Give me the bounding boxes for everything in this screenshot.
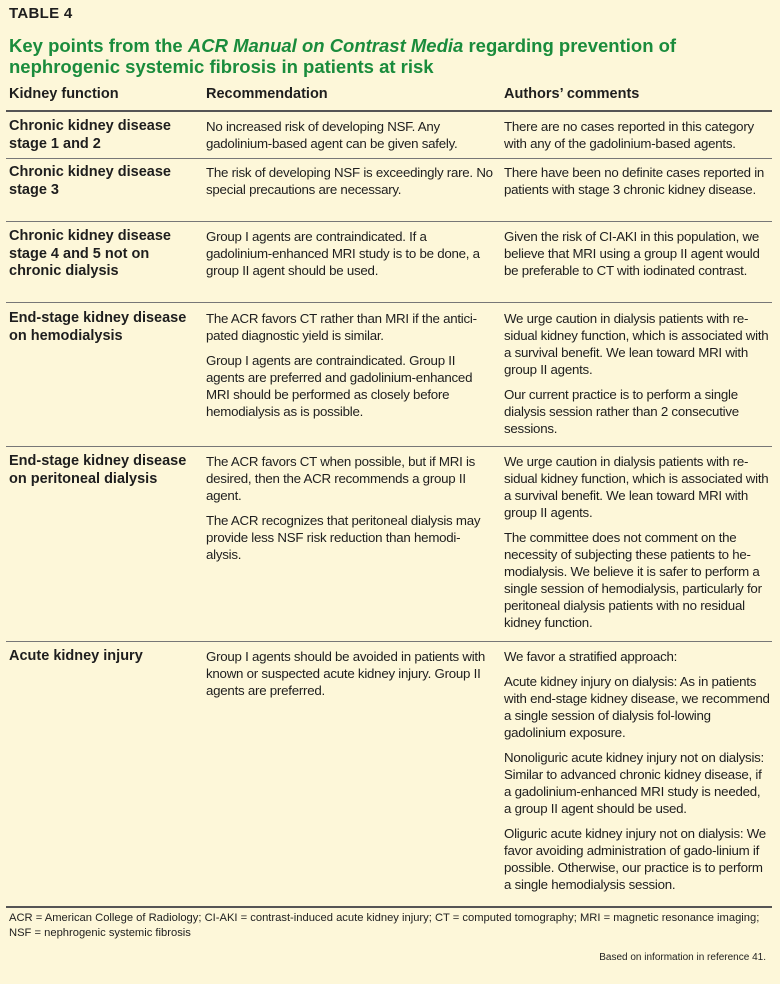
row-6-com-para-4: Oliguric acute kidney injury not on dialysis: We favor avoiding administration of gado-linium if possible. Otherwise, our practice is to perform a single hemodialysis session. xyxy=(504,826,766,892)
row-3-comments xyxy=(504,228,770,287)
row-5-kidney: End-stage kidney disease on peritoneal dialysis xyxy=(9,453,187,487)
table-title xyxy=(9,35,769,77)
row-4-rec-para-2: Group I agents are contraindicated. Group II agents are preferred and gadolinium-enhanced MRI should be performed as closely before hemodialysis as is possible. xyxy=(206,353,473,419)
row-5-com-para-1: We urge caution in dialysis patients with re-sidual kidney function, which is associated with a survival benefit. We lean toward MRI with group II agents. xyxy=(504,454,769,520)
header-kidney-function: Kidney function xyxy=(9,86,119,102)
row-divider xyxy=(6,158,772,159)
footnote: ACR = American College of Radiology; CI-AKI = contrast-induced acute kidney injury; CT = computed tomography; MRI = magnetic resonance imaging; NSF = nephrogenic systemic fibrosis xyxy=(9,912,760,939)
row-6-recommendation xyxy=(206,648,494,707)
row-1-com-para-1: There are no cases reported in this category with any of the gadolinium-based agents. xyxy=(504,119,754,151)
row-5-comments xyxy=(504,453,770,639)
header-recommendation: Recommendation xyxy=(206,86,328,102)
row-5-recommendation xyxy=(206,453,494,571)
table-bottom-divider xyxy=(6,906,772,908)
row-4-recommendation xyxy=(206,310,494,428)
row-4-rec-para-1: The ACR favors CT rather than MRI if the antici-pated diagnostic yield is similar. xyxy=(206,311,477,343)
title-pre: Key points from the xyxy=(9,35,188,56)
row-1-rec-para-1: No increased risk of developing NSF. Any gadolinium-based agent can be given safely. xyxy=(206,119,458,151)
row-divider xyxy=(6,641,772,642)
table-label: TABLE 4 xyxy=(9,5,73,22)
row-6-com-para-1: We favor a stratified approach: xyxy=(504,649,678,664)
row-4-com-para-1: We urge caution in dialysis patients with re-sidual kidney function, which is associated with a survival benefit. We lean toward MRI with group II agents. xyxy=(504,311,769,377)
row-5-rec-para-1: The ACR favors CT when possible, but if MRI is desired, then the ACR recommends a group II agent. xyxy=(206,454,476,503)
header-authors-comments: Authors’ comments xyxy=(504,86,640,102)
row-1-kidney: Chronic kidney disease stage 1 and 2 xyxy=(9,118,171,152)
row-2-rec-para-1: The risk of developing NSF is exceedingly rare. No special precautions are necessary. xyxy=(206,165,493,197)
row-divider xyxy=(6,221,772,222)
header-divider xyxy=(6,110,772,112)
row-6-kidney: Acute kidney injury xyxy=(9,648,143,664)
title-italic: ACR Manual on Contrast Media xyxy=(187,35,464,56)
row-6-rec-para-1: Group I agents should be avoided in patients with known or suspected acute kidney injury. Group II agents are preferred. xyxy=(206,649,485,698)
row-2-recommendation xyxy=(206,164,494,206)
row-3-rec-para-1: Group I agents are contraindicated. If a gadolinium-enhanced MRI study is to be done, a group II agent should be used. xyxy=(206,229,480,278)
row-6-comments xyxy=(504,648,770,901)
row-5-com-para-2: The committee does not comment on the necessity of subjecting these patients to he-modialysis. We believe it is safer to perform a single session of hemodialysis, particularly for peritoneal dialysis patients with no residual kidney function. xyxy=(504,530,762,630)
title-post: regarding prevention of nephrogenic systemic fibrosis in patients at risk xyxy=(9,35,677,77)
row-2-comments xyxy=(504,164,770,206)
row-divider xyxy=(6,302,772,303)
source-note: Based on information in reference 41. xyxy=(599,952,766,963)
row-2-com-para-1: There have been no definite cases reported in patients with stage 3 chronic kidney disease. xyxy=(504,165,765,197)
row-3-recommendation xyxy=(206,228,494,287)
row-3-kidney: Chronic kidney disease stage 4 and 5 not on chronic dialysis xyxy=(9,228,171,279)
row-4-com-para-2: Our current practice is to perform a single dialysis session rather than 2 consecutive sessions. xyxy=(504,387,739,436)
row-6-com-para-2: Acute kidney injury on dialysis: As in patients with end-stage kidney disease, we recommend a single session of dialysis fol-lowing gadolinium exposure. xyxy=(504,674,770,740)
row-5-rec-para-2: The ACR recognizes that peritoneal dialysis may provide less NSF risk reduction than hemodi-alysis. xyxy=(206,513,481,562)
row-4-comments xyxy=(504,310,770,445)
row-4-kidney: End-stage kidney disease on hemodialysis xyxy=(9,310,187,344)
row-divider xyxy=(6,446,772,447)
row-2-kidney: Chronic kidney disease stage 3 xyxy=(9,164,171,198)
row-1-comments xyxy=(504,118,770,160)
row-3-com-para-1: Given the risk of CI-AKI in this population, we believe that MRI using a group II agent would be preferable to CT with iodinated contrast. xyxy=(504,229,760,278)
row-1-recommendation xyxy=(206,118,494,160)
row-6-com-para-3: Nonoliguric acute kidney injury not on dialysis: Similar to advanced chronic kidney disease, if a gadolinium-enhanced MRI study is needed, a group II agent should be used. xyxy=(504,750,764,816)
